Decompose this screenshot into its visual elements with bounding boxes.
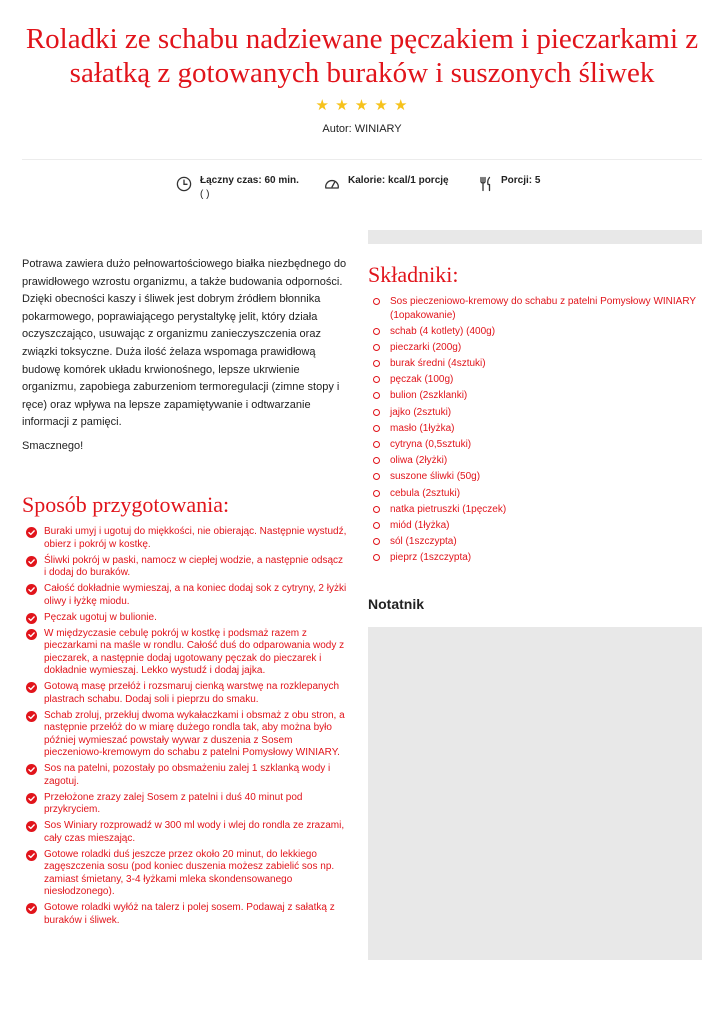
step-text: Gotową masę przełóż i rozsmaruj cienką warstwę na rozklepanych plastrach schabu. Dodaj soli i pieprzu do smaku. [44, 681, 340, 705]
ingredient-text: suszone śliwki (50g) [390, 471, 481, 483]
meta-time [176, 172, 316, 212]
notes-panel [368, 627, 702, 960]
step-text: Całość dokładnie wymieszaj, a na koniec dodaj sok z cytryny, 2 łyżki oliwy i łyżkę miodu. [44, 583, 347, 607]
step-text: Gotowe roladki wyłóż na talerz i polej sosem. Podawaj z sałatką z buraków i śliwek. [44, 902, 335, 926]
list-item [372, 470, 702, 484]
list-item [372, 341, 702, 355]
ingredient-text: pieczarki (200g) [390, 341, 462, 353]
step-item [26, 555, 348, 580]
bullet-icon [373, 522, 380, 529]
list-item [372, 422, 702, 436]
list-item [372, 295, 702, 322]
check-circle-icon [26, 629, 37, 640]
list-item [372, 406, 702, 420]
ingredients-list [372, 295, 702, 568]
ingredient-text: Sos pieczeniowo-kremowy do schabu z patelni Pomysłowy WINIARY (1opakowanie) [390, 296, 696, 321]
ingredient-text: pęczak (100g) [390, 374, 454, 386]
meta-servings [477, 172, 567, 212]
step-text: Śliwki pokrój w paski, namocz w ciepłej wodzie, a następnie odsącz i dodaj do buraków. [44, 554, 344, 578]
list-item [372, 373, 702, 387]
list-item [372, 519, 702, 533]
list-item [372, 535, 702, 549]
ingredient-text: cytryna (0,5sztuki) [390, 439, 472, 450]
bullet-icon [373, 441, 380, 448]
ingredient-text: schab (4 kotlety) (400g) [390, 325, 496, 337]
star-icon: ★ [335, 97, 350, 114]
step-item [26, 628, 348, 678]
check-circle-icon [26, 527, 37, 538]
step-item [26, 820, 348, 845]
total-time: Łączny czas: 60 min. [200, 175, 299, 186]
bullet-icon [373, 506, 380, 513]
steps-title: Sposób przygotowania: [22, 492, 230, 517]
step-item [26, 710, 348, 760]
list-item [372, 487, 702, 501]
step-item [26, 902, 348, 927]
clock-icon [176, 176, 192, 192]
divider [22, 159, 702, 160]
steps-list [26, 526, 348, 931]
star-icon: ★ [315, 97, 330, 114]
ingredient-text: jajko (2sztuki) [390, 406, 452, 418]
step-item [26, 526, 348, 551]
list-item [372, 325, 702, 339]
rating-stars [0, 96, 724, 114]
bullet-icon [373, 298, 380, 305]
check-circle-icon [26, 903, 37, 914]
cutlery-icon [477, 176, 493, 192]
bullet-icon [373, 360, 380, 367]
step-text: Schab zroluj, przekłuj dwoma wykałaczkami i obsmaż z obu stron, a następnie przełóż do w miarę dużego rondla tak, aby można było później wymieszać powstały wywar z duszenia z Sosem pieczeniowo-kremowym do schabu z patelni Pomysłowy WINIARY. [44, 709, 345, 758]
step-item [26, 612, 348, 625]
author: Autor: WINIARY [322, 123, 402, 135]
list-item [372, 454, 702, 468]
bullet-icon [373, 344, 380, 351]
star-icon: ★ [394, 97, 409, 114]
intro-text: Potrawa zawiera dużo pełnowartościowego białka niezbędnego do prawidłowego wzrostu organizmu, a także budowania odporności. Dzięki obecności kaszy i śliwek jest dobrym źródłem błonnika pokarmowego, poprawiającego perystaltykę jelit, który działa oczyszczająco, usuwając z organizmu zanieczyszczenia oraz związki toksyczne. Duża ilość żelaza wspomaga prawidłową budowę komórek układu krwionośnego, lepsze ukrwienie organizmu, zapobiega zaburzeniom termoregulacji (zimne stopy i ręce) oraz wpływa na lepsze zapamiętywanie i odtwarzanie informacji z pamięci. [22, 258, 347, 429]
bullet-icon [373, 376, 380, 383]
bullet-icon [373, 554, 380, 561]
recipe-title: Roladki ze schabu nadziewane pęczakiem i pieczarkami z sałatką z gotowanych buraków i suszonych śliwek [25, 23, 699, 89]
ingredient-text: oliwa (2łyżki) [390, 455, 448, 467]
step-text: Sos na patelni, pozostały po obsmażeniu zalej 1 szklanką wody i zagotuj. [44, 763, 331, 787]
step-item [26, 849, 348, 899]
ingredients-title: Składniki: [368, 262, 459, 287]
step-item [26, 583, 348, 608]
closing-text: Smacznego! [22, 440, 84, 452]
step-text: Buraki umyj i ugotuj do miękkości, nie obierając. Następnie wystudź, obierz i pokrój w kostkę. [44, 526, 347, 550]
ingredient-text: cebula (2sztuki) [390, 487, 461, 499]
total-time-sub: ( ) [200, 189, 210, 200]
step-text: Przełożone zrazy zalej Sosem z patelni i duś 40 minut pod przykryciem. [44, 791, 303, 815]
star-icon: ★ [354, 97, 370, 114]
step-item [26, 763, 348, 788]
list-item [372, 438, 702, 452]
ingredient-text: pieprz (1szczypta) [390, 552, 472, 564]
bullet-icon [373, 490, 380, 497]
meta-calories [324, 172, 474, 212]
check-circle-icon [26, 556, 37, 567]
star-icon: ★ [374, 97, 389, 114]
step-text: Sos Winiary rozprowadź w 300 ml wody i wlej do rondla ze zrazami, cały czas mieszając. [44, 820, 345, 844]
ingredient-text: masło (1łyżka) [390, 422, 455, 434]
ingredient-text: natka pietruszki (1pęczek) [390, 503, 507, 515]
calories: Kalorie: kcal/1 porcję [348, 175, 449, 186]
check-circle-icon [26, 584, 37, 595]
check-circle-icon [26, 850, 37, 861]
bullet-icon [373, 457, 380, 464]
step-text: W międzyczasie cebulę pokrój w kostkę i podsmaż razem z pieczarkami na maśle w rondlu. Całość duś do odparowania wody z pieczarek, a następnie dodaj ugotowany pęczak do pieczarek i dokładnie wymieszaj. Lekko wystudź i dodaj jajka. [44, 627, 345, 676]
check-circle-icon [26, 711, 37, 722]
check-circle-icon [26, 821, 37, 832]
bullet-icon [373, 473, 380, 480]
step-text: Gotowe roladki duś jeszcze przez około 20 minut, do lekkiego zagęszczenia sosu (pod koniec duszenia możesz zabielić sos np. zamiast śmietany, 3-4 łyżkami mleka skondensowanego niesłodzonego). [44, 848, 335, 897]
bullet-icon [373, 392, 380, 399]
ingredient-text: sól (1szczypta) [390, 536, 457, 548]
bullet-icon [373, 425, 380, 432]
notes-title: Notatnik [368, 596, 424, 612]
bullet-icon [373, 409, 380, 416]
list-item [372, 389, 702, 403]
bullet-icon [373, 328, 380, 335]
step-item [26, 681, 348, 706]
step-item [26, 792, 348, 817]
check-circle-icon [26, 793, 37, 804]
check-circle-icon [26, 613, 37, 624]
ingredient-text: bulion (2szklanki) [390, 390, 468, 402]
check-circle-icon [26, 764, 37, 775]
step-text: Pęczak ugotuj w bulionie. [44, 611, 157, 623]
list-item [372, 357, 702, 371]
list-item [372, 503, 702, 517]
ingredient-text: burak średni (4sztuki) [390, 358, 486, 370]
gauge-icon [324, 176, 340, 192]
servings: Porcji: 5 [501, 175, 541, 186]
ad-panel-top [368, 230, 702, 244]
ingredient-text: miód (1łyżka) [390, 519, 450, 531]
check-circle-icon [26, 682, 37, 693]
list-item [372, 551, 702, 565]
bullet-icon [373, 538, 380, 545]
